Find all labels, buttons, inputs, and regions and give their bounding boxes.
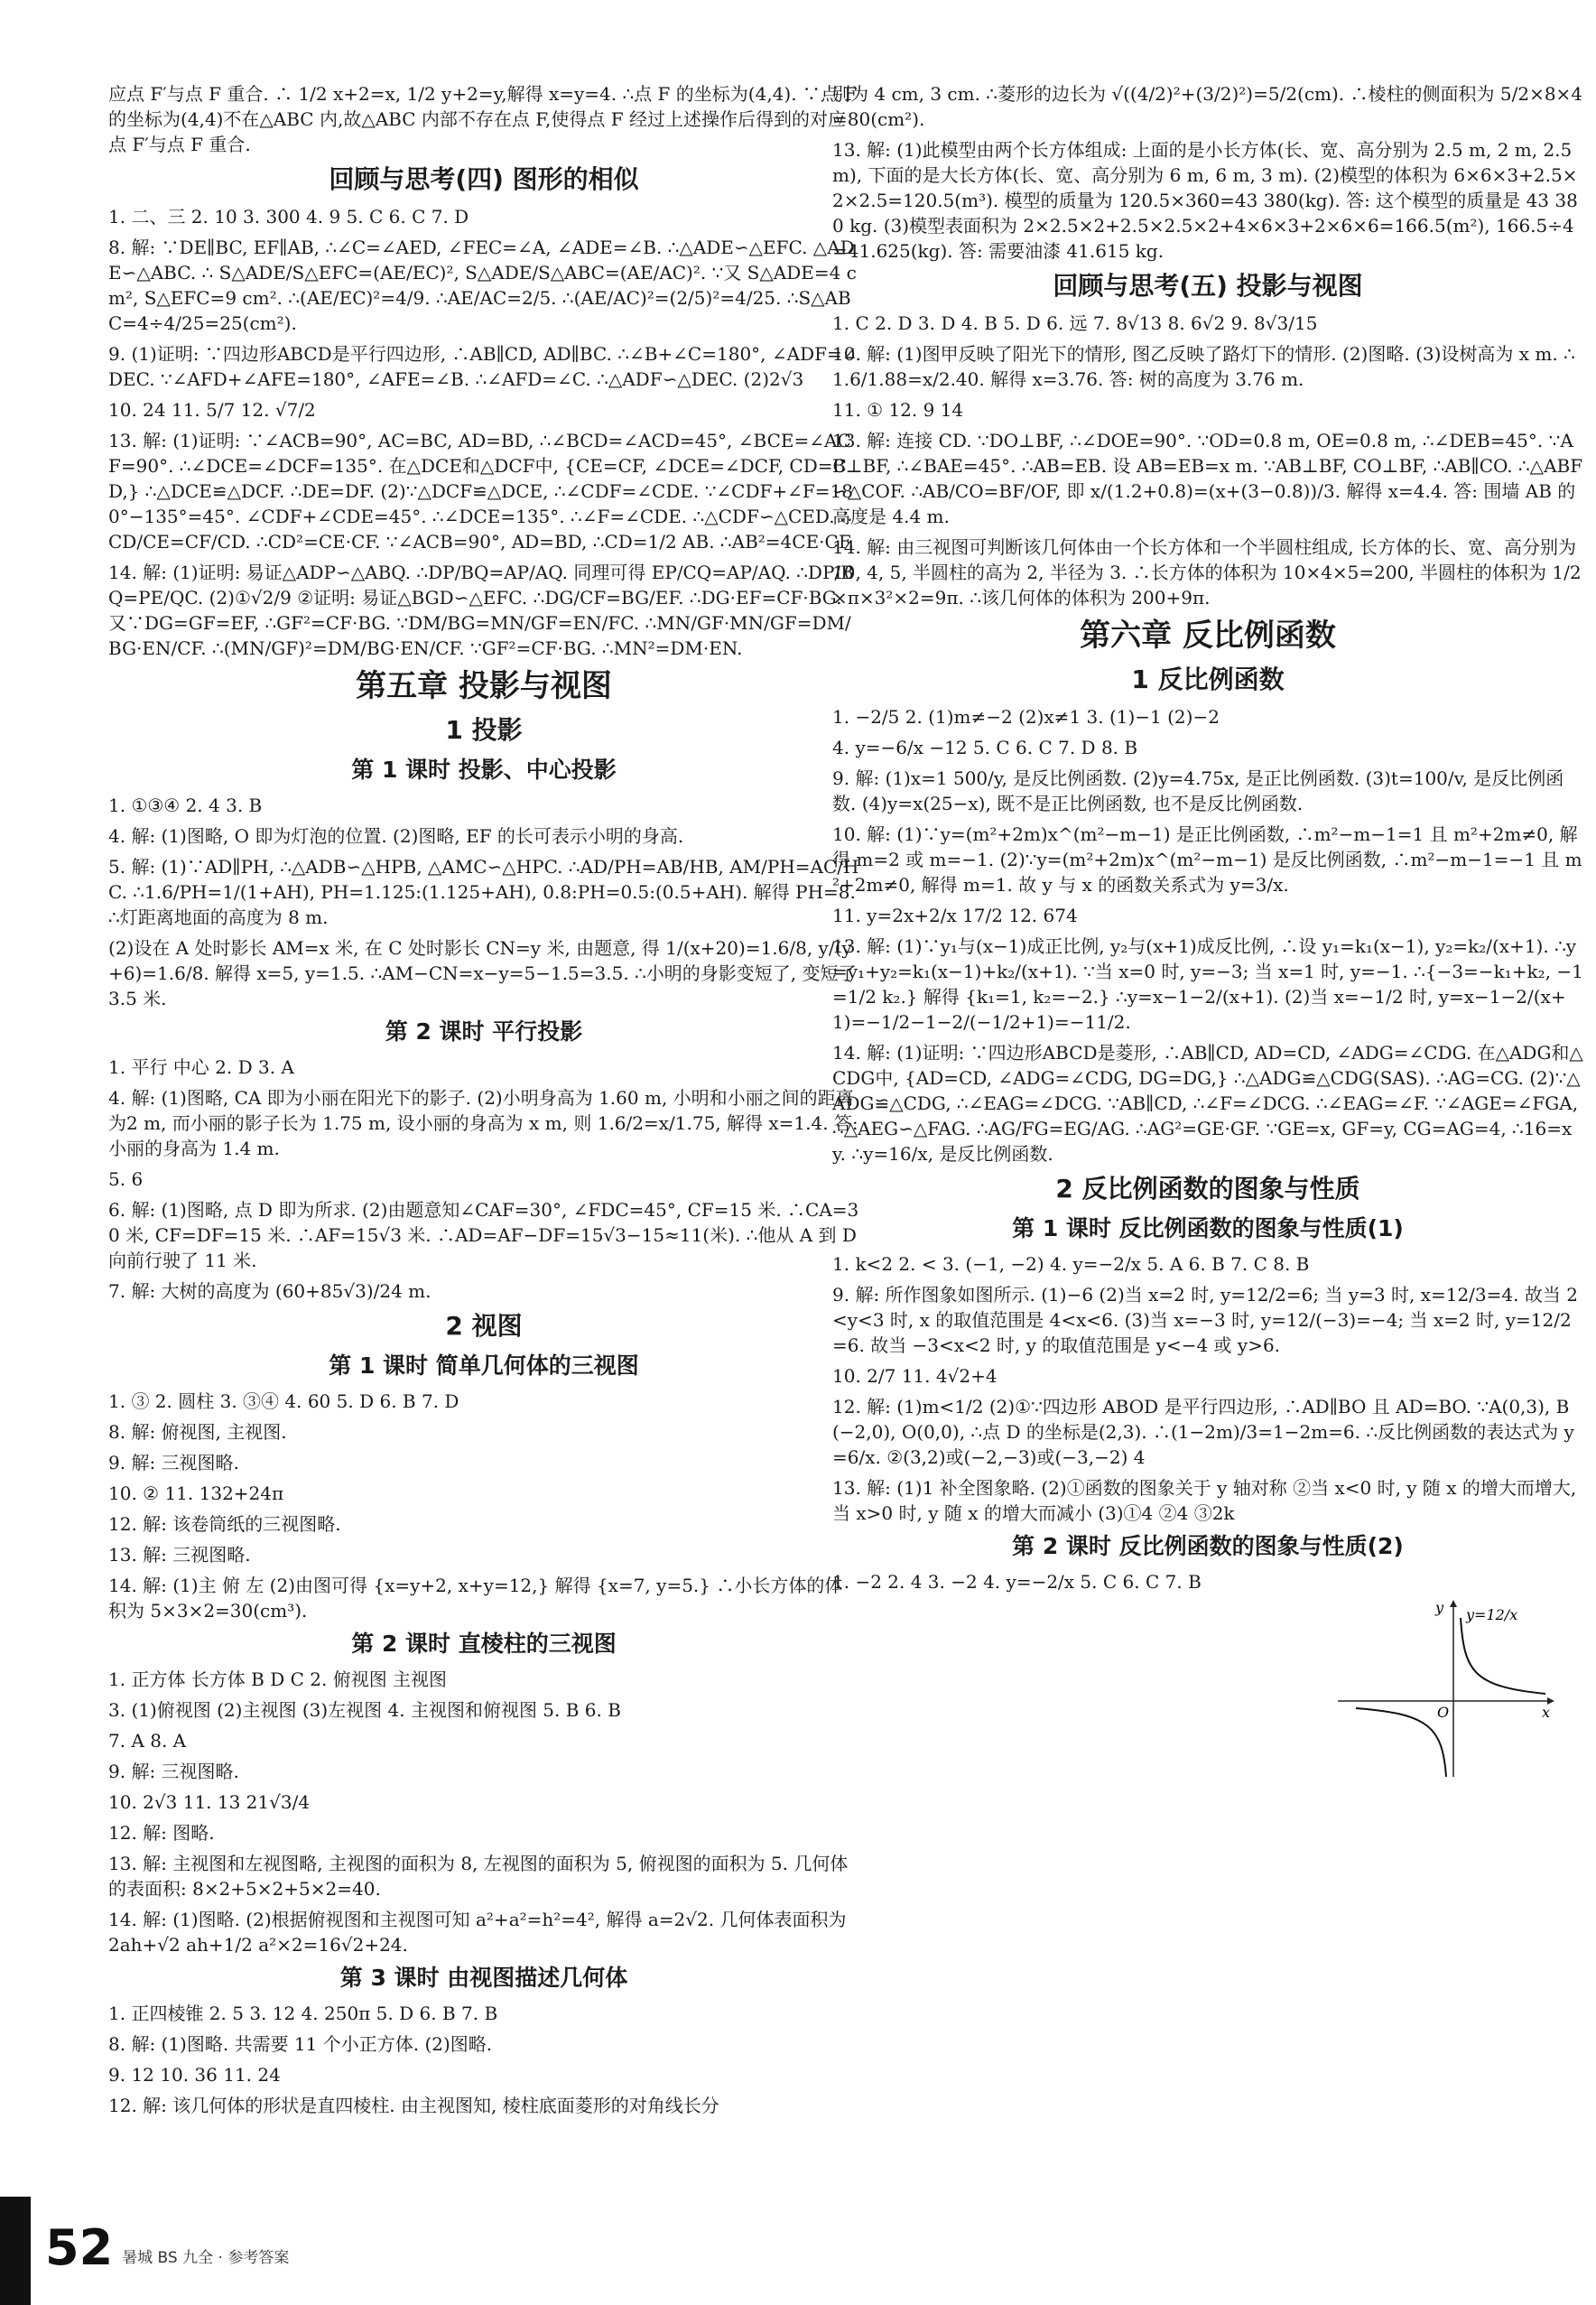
answer-line: 12. 解: 图略. bbox=[108, 1822, 215, 1844]
answer-line: 1. −2 2. 4 3. −2 4. y=−2/x 5. C 6. C 7. B bbox=[832, 1571, 1202, 1593]
answer-line: 13. 解: (1)证明: ∵∠ACB=90°, AC=BC, AD=BD, ∴∠BCD=∠ACD=45°, ∠BCE=∠ACF=90°. ∴∠DCE=∠DCF=135°. 在△DCE和△DCF中, {CE=CF, ∠DCE=∠DCF, CD=CD,} ∴△DCE≌△DCF. ∴DE=DF. (2)∵△DCF≌△DCE, ∴∠CDF=∠CDE. ∵∠CDF+∠F=180°−135°=45°. ∠CDF+∠CDE=45°. ∴∠DCE=135°. ∴∠F=∠CDE. ∴△CDF∽△CED. ∴CD/CE=CF/CD. ∴CD²=CE·CF. ∵∠ACB=90°, AD=BD, ∴CD=1/2 AB. ∴AB²=4CE·CF. bbox=[108, 430, 854, 553]
inverse-function-graph bbox=[1338, 1600, 1554, 1780]
answer-line: 14. 解: (1)证明: 易证△ADP∽△ABQ. ∴DP/BQ=AP/AQ. 同理可得 EP/CQ=AP/AQ. ∴DP/BQ=PE/QC. (2)①√2/9 ②证明: 易证△BGD∽△EFC. ∴DG/CF=BG/EF. ∴DG·EF=CF·BG. 又∵DG=GF=EF, ∴GF²=CF·BG. ∵DM/BG=MN/GF=EN/FC. ∴MN/GF·MN/GF=DM/BG·EN/CF. ∴(MN/GF)²=DM/BG·EN/CF. ∵GF²=CF·BG. ∴MN²=DM·EN. bbox=[108, 562, 854, 659]
answer-line: 10. 解: (1)∵y=(m²+2m)x^(m²−m−1) 是正比例函数, ∴m²−m−1=1 且 m²+2m≠0, 解得 m=2 或 m=−1. (2)∵y=(m²+2m)x^(m²−m−1) 是反比例函数, ∴m²−m−1=−1 且 m²+2m≠0, 解得 m=1. 故 y 与 x 的函数关系式为 y=3/x. bbox=[832, 823, 1582, 896]
answer-line: 14. 解: (1)主 俯 左 (2)由图可得 {x=y+2, x+y=12,} 解得 {x=7, y=5.} ∴小长方体的体积为 5×3×2=30(cm³). bbox=[108, 1575, 843, 1622]
answer-line: 11. ① 12. 9 14 bbox=[832, 399, 964, 421]
lesson-heading: 第 1 课时 简单几何体的三视图 bbox=[329, 1352, 639, 1379]
section-heading: 2 视图 bbox=[445, 1311, 523, 1341]
origin-label: O bbox=[1437, 1704, 1450, 1721]
answer-line: 6. 解: (1)图略, 点 D 即为所求. (2)由题意知∠CAF=30°, ∠FDC=45°, CF=15 米. ∴CA=30 米, CF=DF=15 米. ∴AF=15√3 米. ∴AD=AF−DF=15√3−15≈11(米). ∴他从 A 到 D 向前行驶了 11 米. bbox=[108, 1199, 859, 1271]
answer-line: 应点 F′与点 F 重合. ∴ 1/2 x+2=x, 1/2 y+2=y,解得 x=y=4. ∴点 F 的坐标为(4,4). ∵点 F 的坐标为(4,4)不在△ABC 内,故△ABC 内部不存在点 F,使得点 F 经过上述操作后得到的对应点 F′与点 F 重合. bbox=[108, 83, 858, 155]
section-heading: 1 反比例函数 bbox=[1131, 665, 1285, 694]
answer-line: 4. y=−6/x −12 5. C 6. C 7. D 8. B bbox=[832, 737, 1138, 758]
section-heading: 回顾与思考(四) 图形的相似 bbox=[329, 164, 639, 194]
answer-line: 1. ①③④ 2. 4 3. B bbox=[108, 795, 263, 816]
x-axis-label: x bbox=[1542, 1704, 1551, 1721]
answer-line: (2)设在 A 处时影长 AM=x 米, 在 C 处时影长 CN=y 米, 由题意, 得 1/(x+20)=1.6/8, y/(y+6)=1.6/8. 解得 x=5, y=1.5. ∴AM−CN=x−y=5−1.5=3.5. ∴小明的身影变短了, 变短了 3.5 米. bbox=[108, 937, 857, 1009]
y-axis-arrow bbox=[1450, 1600, 1457, 1607]
answer-line: 13. 解: 三视图略. bbox=[108, 1544, 251, 1566]
answer-line: 13. 解: (1)∵y₁与(x−1)成正比例, y₂与(x+1)成反比例, ∴设 y₁=k₁(x−1), y₂=k₂/(x+1). ∴y=y₁+y₂=k₁(x−1)+k₂/(x+1). ∵当 x=0 时, y=−3; 当 x=1 时, y=−1. ∴{−3=−k₁+k₂, −1=1/2 k₂.} 解得 {k₁=1, k₂=−2.} ∴y=x−1−2/(x+1). (2)当 x=−1/2 时, y=x−1−2/(x+1)=−1/2−1−2/(−1/2+1)=−11/2. bbox=[832, 935, 1583, 1033]
curve-branch-negative bbox=[1356, 1708, 1446, 1777]
chapter-heading: 第六章 反比例函数 bbox=[1080, 618, 1336, 654]
answer-line: 9. 解: 三视图略. bbox=[108, 1761, 239, 1782]
answer-line: 1. k<2 2. < 3. (−1, −2) 4. y=−2/x 5. A 6. B 7. C 8. B bbox=[832, 1253, 1310, 1275]
lesson-heading: 第 2 课时 反比例函数的图象与性质(2) bbox=[1012, 1533, 1404, 1559]
answer-line: 1. 平行 中心 2. D 3. A bbox=[108, 1056, 294, 1078]
answer-line: 7. 解: 大树的高度为 (60+85√3)/24 m. bbox=[108, 1280, 431, 1302]
footer-text: 暑城 BS 九全 · 参考答案 bbox=[122, 2249, 290, 2267]
answer-line: 10. ② 11. 132+24π bbox=[108, 1482, 284, 1504]
answer-line: 11. y=2x+2/x 17/2 12. 674 bbox=[832, 905, 1078, 926]
answer-line: 4. 解: (1)图略, O 即为灯泡的位置. (2)图略, EF 的长可表示小明的身高. bbox=[108, 825, 684, 847]
answer-line: 10. 2√3 11. 13 21√3/4 bbox=[108, 1791, 311, 1813]
answer-line: 5. 6 bbox=[108, 1168, 144, 1190]
answer-line: 9. 解: 所作图象如图所示. (1)−6 (2)当 x=2 时, y=12/2=6; 当 y=3 时, x=12/3=4. 故当 2<y<3 时, x 的取值范围是 4<x<6. (3)当 x=−3 时, y=12/(−3)=−4; 当 x=2 时, y=12/2=6. 故当 −3<x<2 时, y 的取值范围是 y<−4 或 y>6. bbox=[832, 1284, 1578, 1356]
curve-branch-positive bbox=[1461, 1618, 1545, 1694]
answer-line: 8. 解: (1)图略. 共需要 11 个小正方体. (2)图略. bbox=[108, 2033, 493, 2055]
answer-line: 9. (1)证明: ∵四边形ABCD是平行四边形, ∴AB∥CD, AD∥BC. ∴∠B+∠C=180°, ∠ADF=∠DEC. ∵∠AFD+∠AFE=180°, ∠AFE=∠B. ∴∠AFD=∠C. ∴△ADF∽△DEC. (2)2√3 bbox=[108, 343, 858, 390]
answer-line: 1. ③ 2. 圆柱 3. ③④ 4. 60 5. D 6. B 7. D bbox=[108, 1390, 459, 1412]
answer-line: 5. 解: (1)∵AD∥PH, ∴△ADB∽△HPB, △AMC∽△HPC. ∴AD/PH=AB/HB, AM/PH=AC/HC. ∴1.6/PH=1/(1+AH), PH=1.125:(1.125+AH), 0.8:PH=0.5:(0.5+AH). 解得 PH=8. ∴灯距离地面的高度为 8 m. bbox=[108, 856, 859, 928]
answer-line: 3. (1)俯视图 (2)主视图 (3)左视图 4. 主视图和俯视图 5. B 6. B bbox=[108, 1699, 621, 1721]
answer-line: 10. 2/7 11. 4√2+4 bbox=[832, 1365, 998, 1387]
answer-line: 10. 24 11. 5/7 12. √7/2 bbox=[108, 399, 316, 421]
answer-line: 1. 二、三 2. 10 3. 300 4. 9 5. C 6. C 7. D bbox=[108, 206, 469, 228]
answer-line: 14. 解: 由三视图可判断该几何体由一个长方体和一个半圆柱组成, 长方体的长、宽、高分别为 10, 4, 5, 半圆柱的高为 2, 半径为 3. ∴长方体的体积为 10×4×5=200, 半圆柱的体积为 1/2×π×3²×2=9π. ∴该几何体的体积为 200+9π. bbox=[832, 536, 1582, 609]
lesson-heading: 第 1 课时 投影、中心投影 bbox=[351, 757, 617, 783]
answer-line: 12. 解: 该几何体的形状是直四棱柱. 由主视图知, 棱柱底面菱形的对角线长分 bbox=[108, 2095, 719, 2116]
lesson-heading: 第 3 课时 由视图描述几何体 bbox=[339, 1965, 628, 1991]
answer-line: 13. 解: (1)此模型由两个长方体组成: 上面的是小长方体(长、宽、高分别为 2.5 m, 2 m, 2.5 m), 下面的是大长方体(长、宽、高分别为 6 m, 6 m, 3 m). (2)模型的体积为 6×6×3+2.5×2×2.5=120.5(m³). 模型的质量为 120.5×360=43 380(kg). 答: 这个模型的质量是 43 380 kg. (3)模型表面积为 2×2.5×2+2.5×2.5×2+4×6×3+2×6×6=166.5(m²), 166.5÷4=41.625(kg). 答: 需要油漆 41.615 kg. bbox=[832, 139, 1578, 262]
answer-line: 12. 解: 该卷筒纸的三视图略. bbox=[108, 1513, 341, 1535]
answer-line: 9. 解: 三视图略. bbox=[108, 1452, 239, 1473]
answer-line: 4. 解: (1)图略, CA 即为小丽在阳光下的影子. (2)小明身高为 1.60 m, 小明和小丽之间的距离为2 m, 而小丽的影子长为 1.75 m, 设小丽的身高为 x m, 则 1.6/2=x/1.75, 解得 x=1.4. 答: 小丽的身高为 1.4 m. bbox=[108, 1087, 858, 1159]
lesson-heading: 第 2 课时 直棱柱的三视图 bbox=[351, 1631, 617, 1657]
answer-line: 13. 解: 连接 CD. ∵DO⊥BF, ∴∠DOE=90°. ∵OD=0.8 m, OE=0.8 m, ∴∠DEB=45°. ∵AB⊥BF, ∴∠BAE=45°. ∴AB=EB. 设 AB=EB=x m. ∵AB⊥BF, CO⊥BF, ∴AB∥CO. ∴△ABF∽△COF. ∴AB/CO=BF/OF, 即 x/(1.2+0.8)=(x+(3−0.8))/3. 解得 x=4.4. 答: 围墙 AB 的高度是 4.4 m. bbox=[832, 430, 1583, 527]
answer-line: 9. 12 10. 36 11. 24 bbox=[108, 2064, 281, 2086]
section-heading: 1 投影 bbox=[445, 715, 523, 745]
answer-line: 1. 正方体 长方体 B D C 2. 俯视图 主视图 bbox=[108, 1668, 448, 1690]
answer-line: 10. 解: (1)图甲反映了阳光下的情形, 图乙反映了路灯下的情形. (2)图略. (3)设树高为 x m. ∴1.6/1.88=x/2.40. 解得 x=3.76. 答: 树的高度为 3.76 m. bbox=[832, 343, 1575, 390]
answer-line: 14. 解: (1)证明: ∵四边形ABCD是菱形, ∴AB∥CD, AD=CD, ∠ADG=∠CDG. 在△ADG和△CDG中, {AD=CD, ∠ADG=∠CDG, DG=DG,} ∴△ADG≌△CDG(SAS). ∴AG=CG. (2)∵△ADG≌△CDG, ∴∠EAG=∠DCG. ∵AB∥CD, ∴∠F=∠DCG. ∴∠EAG=∠F. ∵∠AGE=∠FGA, ∴△AEG∽△FAG. ∴AG/FG=EG/AG. ∴AG²=GE·GF. ∵GE=x, GF=y, CG=AG=4, ∴16=xy. ∴y=16/x, 是反比例函数. bbox=[832, 1042, 1583, 1165]
answer-line: 别为 4 cm, 3 cm. ∴菱形的边长为 √((4/2)²+(3/2)²)=5/2(cm). ∴棱柱的侧面积为 5/2×8×4=80(cm²). bbox=[832, 83, 1583, 130]
answer-line: 13. 解: (1)1 补全图象略. (2)①函数的图象关于 y 轴对称 ②当 x<0 时, y 随 x 的增大而增大, 当 x>0 时, y 随 x 的增大而减小 (3)①4 ②4 ③2k bbox=[832, 1477, 1577, 1524]
answer-line: 1. −2/5 2. (1)m≠−2 (2)x≠1 3. (1)−1 (2)−2 bbox=[832, 706, 1220, 728]
answer-line: 13. 解: 主视图和左视图略, 主视图的面积为 8, 左视图的面积为 5, 俯视图的面积为 5. 几何体的表面积: 8×2+5×2+5×2=40. bbox=[108, 1853, 849, 1900]
answer-line: 1. C 2. D 3. D 4. B 5. D 6. 远 7. 8√13 8. 6√2 9. 8√3/15 bbox=[832, 312, 1318, 334]
page-corner-tab bbox=[0, 2197, 31, 2305]
answer-line: 12. 解: (1)m<1/2 (2)①∵四边形 ABOD 是平行四边形, ∴AD∥BO 且 AD=BO. ∵A(0,3), B(−2,0), O(0,0), ∴点 D 的坐标是(2,3). ∴(1−2m)/3=1−2m=6. ∴反比例函数的表达式为 y=6/x. ②(3,2)或(−2,−3)或(−3,−2) 4 bbox=[832, 1396, 1574, 1468]
answer-line: 14. 解: (1)图略. (2)根据俯视图和主视图可知 a²+a²=h²=4², 解得 a=2√2. 几何体表面积为 2ah+√2 ah+1/2 a²×2=16√2+24. bbox=[108, 1909, 847, 1956]
page-number: 52 bbox=[45, 2219, 114, 2276]
right-answer-column bbox=[832, 81, 1583, 1600]
page-footer bbox=[45, 2219, 290, 2276]
answer-line: 7. A 8. A bbox=[108, 1730, 187, 1752]
lesson-heading: 第 2 课时 平行投影 bbox=[385, 1018, 583, 1045]
lesson-heading: 第 1 课时 反比例函数的图象与性质(1) bbox=[1012, 1215, 1404, 1241]
graph-function-label: y=12/x bbox=[1466, 1606, 1518, 1623]
section-heading: 回顾与思考(五) 投影与视图 bbox=[1053, 271, 1363, 301]
section-heading: 2 反比例函数的图象与性质 bbox=[1055, 1174, 1360, 1204]
answer-line: 8. 解: ∵DE∥BC, EF∥AB, ∴∠C=∠AED, ∠FEC=∠A, ∠ADE=∠B. ∴△ADE∽△EFC. △ADE∽△ABC. ∴ S△ADE/S△EFC=(AE/EC)², S△ADE/S△ABC=(AE/AC)². ∵又 S△ADE=4 cm², S△EFC=9 cm². ∴(AE/EC)²=4/9. ∴AE/AC=2/5. ∴(AE/AC)²=(2/5)²=4/25. ∴S△ABC=4÷4/25=25(cm²). bbox=[108, 237, 857, 334]
answer-line: 8. 解: 俯视图, 主视图. bbox=[108, 1421, 287, 1443]
answer-line: 9. 解: (1)x=1 500/y, 是反比例函数. (2)y=4.75x, 是正比例函数. (3)t=100/v, 是反比例函数. (4)y=x(25−x), 既不是正比例函数, 也不是反比例函数. bbox=[832, 767, 1564, 814]
y-axis-label: y bbox=[1435, 1600, 1444, 1616]
answer-line: 1. 正四棱锥 2. 5 3. 12 4. 250π 5. D 6. B 7. B bbox=[108, 2003, 498, 2024]
chapter-heading: 第五章 投影与视图 bbox=[356, 668, 612, 704]
left-answer-column bbox=[108, 81, 859, 2124]
